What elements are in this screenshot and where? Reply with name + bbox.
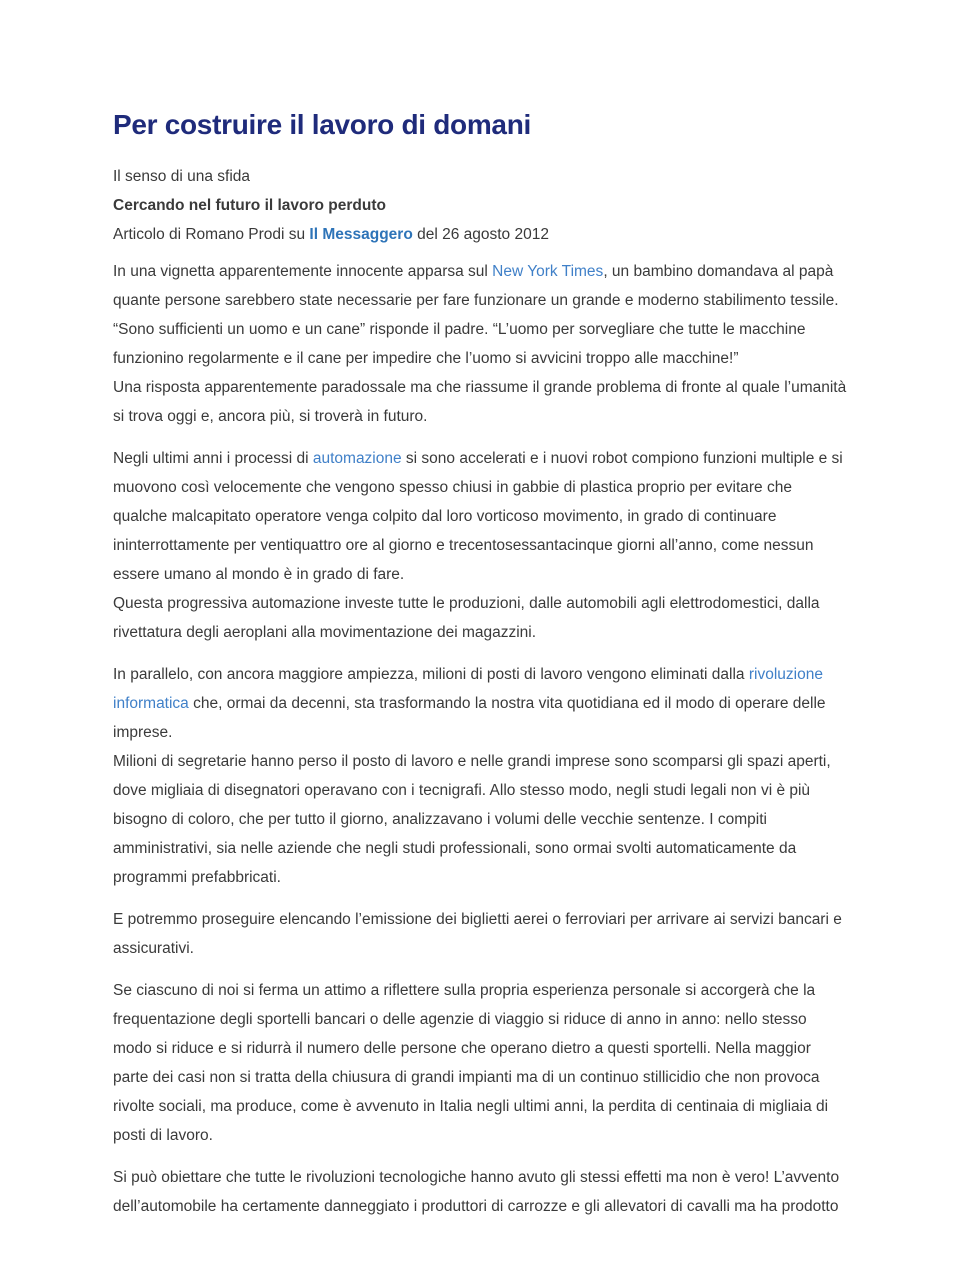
article-subtitle: Il senso di una sfida [113,168,251,185]
text-segment: In una vignetta apparentemente innocente apparsa sul [113,263,493,280]
paragraph-rivoluzioni-tecnologiche [113,1163,848,1221]
text-segment: Negli ultimi anni i processi di [113,450,313,467]
byline-text: Articolo di Romano Prodi su [113,226,310,243]
text-segment: si sono accelerati e i nuovi robot compiono funzioni multiple e si muovono così velocemente che vengono spesso chiusi in gabbie di plastica proprio per evitare che qualche malcapitato operatore venga colpito dal loro vorticoso movimento, in grado di continuare ininterrottamente per ventiquattro ore al giorno e trecentosessantacinque giorni all’anno, come nessun essere umano al mondo è in grado di fare. [113,450,843,583]
new-york-times-link[interactable]: New York Times [492,263,604,280]
paragraph-automazione [113,444,848,647]
article-byline [113,220,848,249]
rivoluzione-informatica-link[interactable]: rivoluzione informatica [113,666,823,712]
automazione-link[interactable]: automazione [312,450,402,467]
text-segment: Milioni di segretarie hanno perso il posto di lavoro e nelle grandi imprese sono scomparsi gli spazi aperti, dove migliaia di disegnatori operavano con i tecnigrafi. Allo stesso modo, negli studi legali non vi è più bisogno di coloro, che per tutto il giorno, analizzavano i volumi delle vecchie sentenze. I compiti amministrativi, sia nelle aziende che negli studi professionali, sono ormai svolti automaticamente da programmi prefabbricati. [113,753,831,886]
byline-date: del 26 agosto 2012 [412,226,549,243]
paragraph-vignetta [113,257,848,431]
text-segment: Una risposta apparentemente paradossale ma che riassume il grande problema di fronte al quale l’umanità si trova oggi e, ancora più, si troverà in futuro. [113,379,847,425]
article-title: Per costruire il lavoro di domani [113,109,531,140]
text-segment: E potremmo proseguire elencando l’emissione dei biglietti aerei o ferroviari per arrivare ai servizi bancari e assicurativi. [113,911,842,957]
paragraph-rivoluzione-informatica [113,660,848,892]
text-segment: che, ormai da decenni, sta trasformando la nostra vita quotidiana ed il modo di operare delle imprese. [113,695,826,741]
paragraph-servizi [113,905,848,963]
paragraph-sportelli [113,976,848,1150]
article-kicker: Cercando nel futuro il lavoro perduto [113,197,386,214]
text-segment: Si può obiettare che tutte le rivoluzioni tecnologiche hanno avuto gli stessi effetti ma non è vero! L’avvento dell’automobile ha certamente danneggiato i produttori di carrozze e gli allevatori di cavalli ma ha prodotto [113,1169,840,1215]
text-segment: Questa progressiva automazione investe tutte le produzioni, dalle automobili agli elettrodomestici, dalla rivettatura degli aeroplani alla movimentazione dei magazzini. [113,595,820,641]
text-segment: , un bambino domandava al papà quante persone sarebbero state necessarie per fare funzionare un grande e moderno stabilimento tessile. “Sono sufficienti un uomo e un cane” risponde il padre. “L’uomo per sorvegliare che tutte le macchine funzionino regolarmente e il cane per impedire che l’uomo si avvicini troppo alle macchine!” [113,263,839,367]
text-segment: In parallelo, con ancora maggiore ampiezza, milioni di posti di lavoro vengono eliminati dalla [113,666,749,683]
text-segment: Se ciascuno di noi si ferma un attimo a riflettere sulla propria esperienza personale si accorgerà che la frequentazione degli sportelli bancari o delle agenzie di viaggio si riduce di anno in anno: nello stesso modo si riduce e si ridurrà il numero delle persone che operano dietro a questi sportelli. Nella maggior parte dei casi non si tratta della chiusura di grandi impianti ma di un continuo stillicidio che non provoca rivolte sociali, ma produce, come è avvenuto in Italia negli ultimi anni, la perdita di centinaia di migliaia di posti di lavoro. [113,982,829,1144]
il-messaggero-link[interactable]: Il Messaggero [309,226,413,243]
